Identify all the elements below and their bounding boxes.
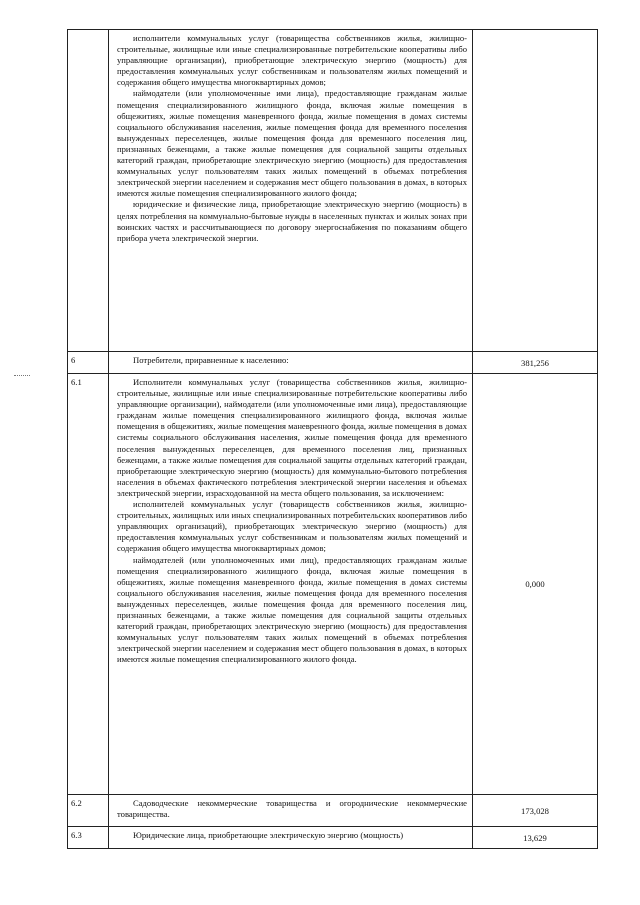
row-value: 13,629 bbox=[473, 827, 598, 849]
row-value bbox=[473, 30, 598, 352]
paragraph: юридические и физические лица, приобретающие электрическую энергию (мощность) в целях потребления на коммунально-бытовые нужды в населенных пунктах и жилых зонах при воинских частях и рассчитывающиеся по договору энергоснабжения по показаниям общего прибора учета электрической энергии. bbox=[117, 199, 467, 243]
row-description bbox=[109, 827, 473, 849]
row-value: 381,256 bbox=[473, 352, 598, 374]
row-number: 6.3 bbox=[68, 827, 109, 849]
row-number bbox=[68, 30, 109, 352]
paragraph: Юридические лица, приобретающие электрическую энергию (мощность) bbox=[133, 830, 404, 840]
paragraph: наймодатели (или уполномоченные ими лица), предоставляющие гражданам жилые помещения специализированного жилищного фонда, включая жилые помещения в общежитиях, жилые помещения маневренного фонда, жилые помещения в домах системы социального обслуживания населения, жилые помещения фонда для временного поселения вынужденных переселенцев, жилые помещения фонда для временного поселения лиц, признанных беженцами, а также жилые помещения для социальной защиты отдельных категорий граждан, приобретающие электрическую энергию (мощность) для предоставления коммунальных услуг пользователям таких жилых помещений в объемах потребления электрической энергии населением и содержания мест общего пользования в домах, в которых имеются жилые помещения специализированного жилого фонда; bbox=[117, 88, 467, 199]
row-description bbox=[109, 374, 473, 795]
row-number: 6.2 bbox=[68, 795, 109, 827]
paragraph: Исполнители коммунальных услуг (товарищества собственников жилья, жилищно-строительные, жилищные или иные специализированные потребительские кооперативы либо управляющие организации), наймодатели (или уполномоченные ими лица), предоставляющие гражданам жилые помещения специализированного жилищного фонда, включая жилые помещения в общежитиях, жилые помещения маневренного фонда, жилые помещения в домах системы социального обслуживания населения, жилые помещения фонда для временного поселения вынужденных переселенцев, для временного поселения лиц, признанных беженцами, а также жилые помещения для социальной защиты отдельных категорий граждан, приобретающие электрическую энергию (мощность) для коммунально-бытового потребления населения в объемах фактического потребления электрической энергии населения и объемах электрической энергии, израсходованной на места общего пользования, за исключением: bbox=[117, 377, 467, 498]
row-value: 173,028 bbox=[473, 795, 598, 827]
table-row bbox=[68, 352, 598, 374]
table-row bbox=[68, 795, 598, 827]
margin-mark bbox=[14, 375, 30, 377]
row-description bbox=[109, 30, 473, 352]
tariff-table bbox=[67, 29, 598, 849]
row-number: 6.1 bbox=[68, 374, 109, 795]
paragraph: исполнителей коммунальных услуг (товариществ собственников жилья, жилищно-строительных, жилищных или иных специализированных потребительских кооперативов либо управляющих организаций), приобретающих электрическую энергию (мощность) для предоставления коммунальных услуг собственникам и пользователям жилых помещений и содержания общего имущества многоквартирных домов; bbox=[117, 499, 467, 554]
table-row bbox=[68, 30, 598, 352]
row-value: 0,000 bbox=[473, 374, 598, 795]
paragraph: наймодателей (или уполномоченных ими лиц), предоставляющих гражданам жилые помещения специализированного жилищного фонда, включая жилые помещения в общежитиях, жилые помещения маневренного фонда, жилые помещения в домах системы социального обслуживания населения, жилые помещения фонда для временного поселения вынужденных переселенцев, жилые помещения фонда для временного поселения лиц, признанных беженцами, а также жилые помещения для социальной защиты отдельных категорий граждан, приобретающих электрическую энергию (мощность) для предоставления коммунальных услуг пользователям таких жилых помещений в объемах потребления электрической энергии населением и содержания мест общего пользования в домах, в которых имеются жилые помещения специализированного жилого фонда. bbox=[117, 554, 467, 665]
table-row bbox=[68, 374, 598, 795]
paragraph: Садоводческие некоммерческие товарищества и огороднические некоммерческие товарищества. bbox=[117, 798, 467, 820]
paragraph: исполнители коммунальных услуг (товарищества собственников жилья, жилищно-строительные, жилищные или иные специализированные потребительские кооперативы либо управляющие организации), приобретающие электрическую энергию (мощность) для предоставления коммунальных услуг собственникам и пользователям жилых помещений и содержания общего имущества многоквартирных домов; bbox=[117, 33, 467, 88]
table-row bbox=[68, 827, 598, 849]
row-description bbox=[109, 795, 473, 827]
paragraph: Потребители, приравненные к населению: bbox=[133, 355, 289, 365]
row-number: 6 bbox=[68, 352, 109, 374]
row-description bbox=[109, 352, 473, 374]
